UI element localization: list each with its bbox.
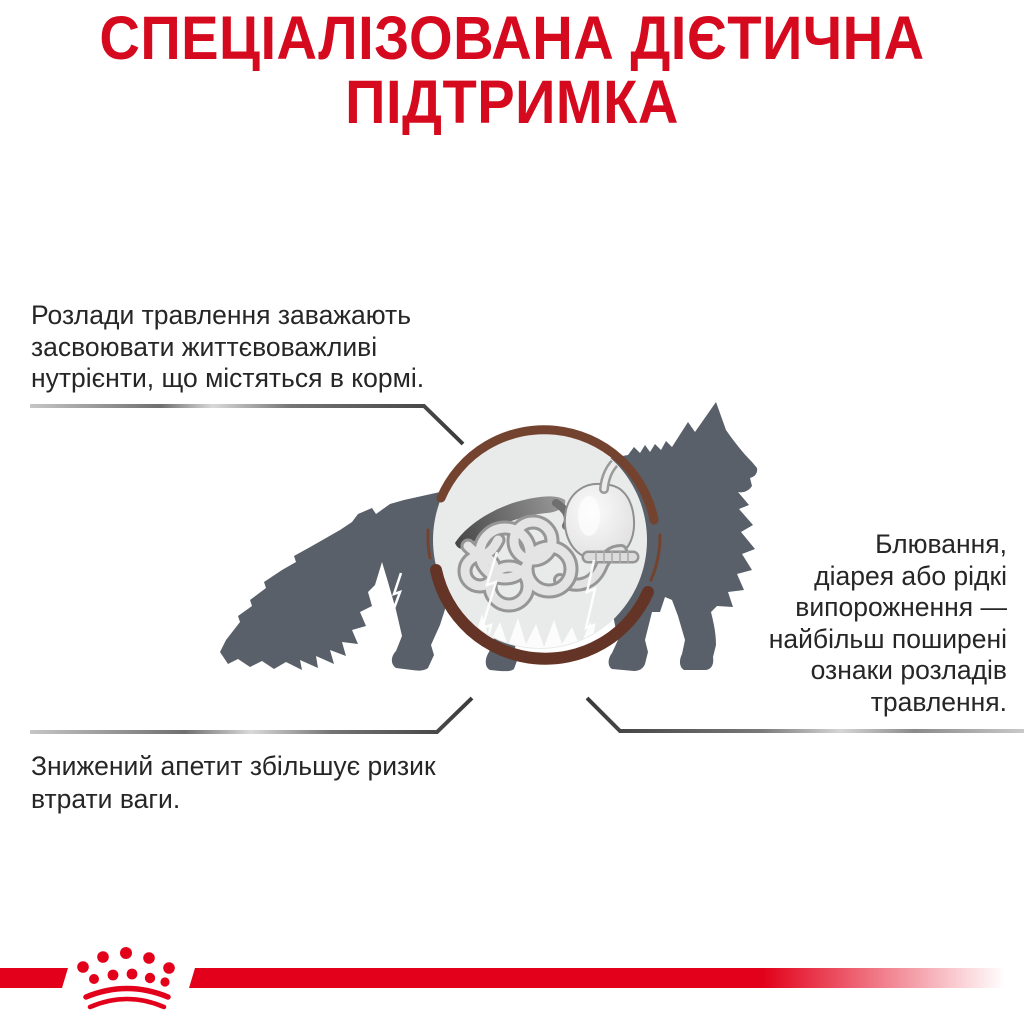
- callout-bottom-left: [31, 750, 436, 816]
- callout-left-line: засвоювати життєвоважливі: [31, 331, 378, 362]
- callout-right-line: Блювання,: [875, 529, 1007, 559]
- callout-bottom-left-line: втрати ваги.: [31, 784, 181, 814]
- callout-right-line: найбільш поширені: [768, 623, 1007, 654]
- callout-left-line: нутрієнти, що містяться в кормі.: [31, 363, 425, 393]
- page-title-line2: ПІДТРИМКА: [345, 68, 679, 136]
- callout-right-line: ознаки розладів: [810, 655, 1007, 685]
- callout-left: [31, 300, 424, 395]
- brand-bar-left: [0, 968, 68, 988]
- stomach-highlight: [578, 496, 600, 536]
- callout-right-line: випорожнення —: [795, 592, 1007, 622]
- royal-canin-crown-logo: [77, 947, 175, 1007]
- callout-left-line: Розлади травлення заважають: [31, 300, 412, 330]
- callout-right-line: діарея або рідкі: [814, 560, 1007, 591]
- brand-bar-right: [189, 968, 1010, 988]
- callout-right-line: травлення.: [870, 686, 1007, 717]
- callout-bottom-left-line: Знижений апетит збільшує ризик: [31, 751, 436, 781]
- callout-line-bottom-left: [30, 698, 472, 732]
- callout-line-left: [30, 406, 463, 444]
- page-title: [0, 6, 1024, 134]
- page-title-line1: СПЕЦІАЛІЗОВАНА ДІЄТИЧНА: [99, 4, 925, 72]
- callout-right: [769, 529, 1007, 718]
